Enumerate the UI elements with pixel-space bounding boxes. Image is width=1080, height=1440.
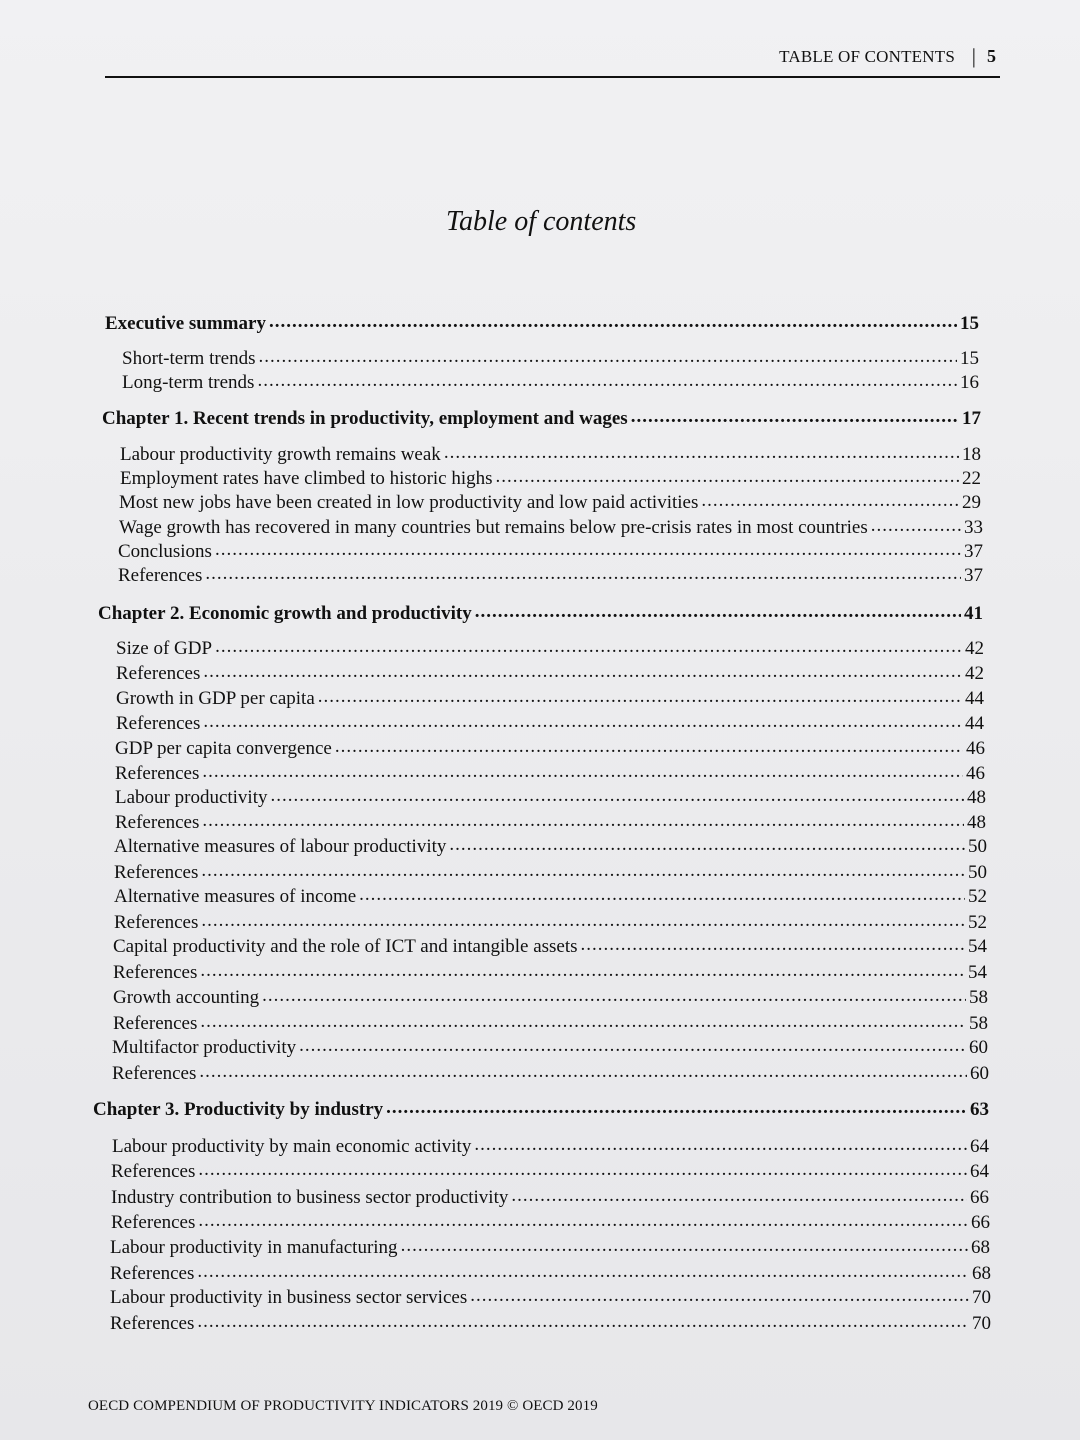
dot-leader [335,735,963,759]
toc-entry-page-number: 37 [964,541,983,562]
toc-entry-page-number: 66 [971,1212,990,1233]
dot-leader [475,600,961,624]
toc-entry-label: Capital productivity and the role of ICT and intangible assets [113,936,578,957]
toc-entry-label: References [115,812,200,833]
toc-section-entry [113,986,988,1010]
toc-section-entry [114,885,987,909]
toc-entry-label: Multifactor productivity [112,1037,297,1058]
toc-entry-page-number: 68 [971,1237,990,1258]
dot-leader [496,465,959,489]
toc-entry-label: Labour productivity by main economic activity [112,1136,472,1157]
toc-section-entry [115,786,986,810]
toc-section-entry [113,1012,988,1036]
toc-entry-page-number: 52 [968,886,987,907]
toc-entry-label: Long-term trends [122,372,255,393]
toc-entry-page-number: 50 [968,836,987,857]
dot-leader [262,984,966,1008]
toc-entry-page-number: 50 [968,862,987,883]
dot-leader [201,859,965,883]
dot-leader [444,441,959,465]
toc-section-entry [115,737,985,761]
toc-entry-page-number: 54 [968,962,987,983]
toc-section-entry [122,371,979,395]
toc-entry-label: References [110,1313,195,1334]
dot-leader [449,833,965,857]
toc-section-entry [110,1286,991,1310]
toc-entry-page-number: 42 [965,663,984,684]
dot-leader [474,1133,967,1157]
toc-section-entry [116,637,984,661]
dot-leader [205,562,961,586]
toc-entry-label: Wage growth has recovered in many countries but remains below pre-crisis rates in most countries [119,517,868,538]
dot-leader [257,369,957,393]
toc-section-entry [112,1135,989,1159]
toc-entry-label: Alternative measures of labour productivity [114,836,447,857]
toc-section-entry [119,516,983,540]
dot-leader [201,909,965,933]
toc-entry-page-number: 48 [967,812,986,833]
toc-section-entry [119,491,981,515]
toc-entry-page-number: 22 [962,468,981,489]
toc-section-entry [114,861,987,885]
header-separator: | [971,44,976,68]
toc-chapter-entry [102,407,981,431]
toc-entry-page-number: 60 [969,1037,988,1058]
toc-entry-label: References [111,1161,196,1182]
toc-section-entry [114,835,987,859]
toc-entry-page-number: 54 [968,936,987,957]
dot-leader [470,1284,969,1308]
dot-leader [215,538,961,562]
toc-entry-label: Executive summary [105,313,266,334]
dot-leader [200,959,965,983]
toc-entry-label: References [111,1212,196,1233]
toc-section-entry [118,540,983,564]
toc-entry-label: Industry contribution to business sector productivity [111,1187,509,1208]
page-title: Table of contents [446,206,637,237]
dot-leader [701,489,959,513]
toc-entry-label: References [114,912,199,933]
toc-entry-label: References [113,962,198,983]
toc-entry-label: Growth accounting [113,987,260,1008]
toc-entry-label: References [115,763,200,784]
toc-entry-label: Labour productivity [115,787,268,808]
toc-entry-label: GDP per capita convergence [115,738,332,759]
toc-entry-page-number: 70 [972,1287,991,1308]
dot-leader [581,933,965,957]
toc-entry-label: References [118,565,203,586]
dot-leader [199,1060,967,1084]
dot-leader [202,809,964,833]
toc-entry-page-number: 44 [965,713,984,734]
toc-entry-label: Conclusions [118,541,212,562]
dot-leader [202,760,963,784]
dot-leader [197,1310,969,1334]
toc-section-entry [111,1160,989,1184]
page-footer: OECD COMPENDIUM OF PRODUCTIVITY INDICATORS 2019 © OECD 2019 [88,1398,598,1414]
toc-entry-page-number: 44 [965,688,984,709]
toc-entry-page-number: 52 [968,912,987,933]
toc-entry-page-number: 16 [960,372,979,393]
dot-leader [401,1234,968,1258]
toc-section-entry [120,443,981,467]
toc-entry-page-number: 42 [965,638,984,659]
toc-chapter-entry [98,602,983,626]
toc-section-entry [116,662,984,686]
toc-chapter-entry [105,312,979,336]
toc-entry-label: Alternative measures of income [114,886,357,907]
toc-entry-page-number: 48 [967,787,986,808]
toc-entry-page-number: 15 [960,313,979,334]
toc-section-entry [110,1312,991,1336]
toc-entry-page-number: 33 [964,517,983,538]
toc-section-entry [118,564,983,588]
toc-entry-page-number: 46 [966,763,985,784]
toc-section-entry [111,1186,989,1210]
header-section-title: TABLE OF CONTENTS [779,47,955,66]
header-page-number: 5 [987,46,996,66]
dot-leader [269,310,957,334]
dot-leader [871,514,961,538]
toc-section-entry [115,762,985,786]
toc-section-entry [112,1036,988,1060]
toc-entry-page-number: 15 [960,348,979,369]
toc-entry-label: Chapter 2. Economic growth and productivity [98,603,472,624]
dot-leader [203,660,962,684]
toc-entry-label: Growth in GDP per capita [116,688,315,709]
toc-entry-label: Most new jobs have been created in low productivity and low paid activities [119,492,699,513]
dot-leader [318,685,962,709]
dot-leader [631,405,959,429]
toc-section-entry [114,911,987,935]
dot-leader [198,1158,967,1182]
toc-entry-page-number: 70 [972,1313,991,1334]
dot-leader [299,1034,966,1058]
toc-section-entry [116,687,984,711]
toc-entry-page-number: 64 [970,1136,989,1157]
toc-section-entry [122,347,979,371]
toc-entry-page-number: 64 [970,1161,989,1182]
toc-entry-label: References [116,663,201,684]
toc-entry-page-number: 37 [964,565,983,586]
dot-leader [198,1209,968,1233]
toc-entry-page-number: 17 [962,408,981,429]
toc-entry-label: Short-term trends [122,348,256,369]
toc-entry-label: Labour productivity in manufacturing [110,1237,398,1258]
toc-entry-page-number: 63 [970,1099,989,1120]
toc-entry-label: References [110,1263,195,1284]
dot-leader [359,883,965,907]
toc-section-entry [116,712,984,736]
toc-entry-page-number: 66 [970,1187,989,1208]
toc-section-entry [110,1262,991,1286]
dot-leader [197,1260,969,1284]
toc-entry-label: Labour productivity growth remains weak [120,444,441,465]
dot-leader [259,345,957,369]
toc-entry-page-number: 58 [969,1013,988,1034]
toc-entry-label: Labour productivity in business sector services [110,1287,468,1308]
toc-section-entry [113,935,987,959]
toc-entry-label: References [116,713,201,734]
toc-entry-page-number: 46 [966,738,985,759]
toc-section-entry [110,1236,990,1260]
toc-section-entry [115,811,986,835]
toc-entry-label: Size of GDP [116,638,213,659]
toc-section-entry [120,467,981,491]
dot-leader [386,1096,967,1120]
toc-entry-page-number: 60 [970,1063,989,1084]
dot-leader [203,710,962,734]
toc-entry-page-number: 18 [962,444,981,465]
dot-leader [511,1184,967,1208]
toc-section-entry [111,1211,990,1235]
toc-entry-label: Employment rates have climbed to historic highs [120,468,493,489]
toc-entry-page-number: 41 [964,603,983,624]
toc-section-entry [112,1062,989,1086]
toc-entry-page-number: 68 [972,1263,991,1284]
toc-chapter-entry [93,1098,989,1122]
toc-entry-label: References [112,1063,197,1084]
dot-leader [215,635,962,659]
toc-entry-label: References [114,862,199,883]
toc-entry-page-number: 58 [969,987,988,1008]
toc-section-entry [113,961,987,985]
toc-entry-page-number: 29 [962,492,981,513]
dot-leader [200,1010,966,1034]
dot-leader [271,784,965,808]
toc-entry-label: References [113,1013,198,1034]
toc-entry-label: Chapter 3. Productivity by industry [93,1099,384,1120]
toc-entry-label: Chapter 1. Recent trends in productivity, employment and wages [102,408,628,429]
